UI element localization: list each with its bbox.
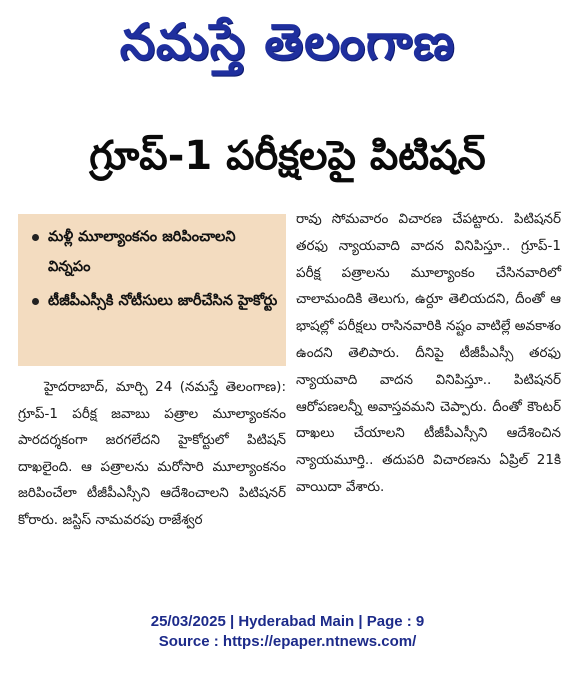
newspaper-clipping [12,6,563,671]
article-column-right [296,206,561,501]
source-link[interactable]: Source : https://epaper.ntnews.com/ [158,633,417,650]
highlights-box [18,214,286,366]
highlight-item [30,286,278,316]
highlight-text: టీజీపీఎస్సీకి నోటీసులు జారీచేసిన హైకోర్టు [48,293,278,309]
highlight-text: మళ్లీ మూల్యాంకనం జరిపించాలని విన్నపం [48,229,236,275]
article-body-left: హైదరాబాద్, మార్చి 24 (నమస్తే తెలంగాణ): గ్రూప్-1 పరీక్ష జవాబు పత్రాల మూల్యాంకనం పారదర్శకంగా జరగలేదని హైకోర్టులో పిటిషన్ దాఖలైంది. ఆ పత్రాలను మరోసారి మూల్యాంకనం జరిపించేలా టీజీపీఎస్సీని ఆదేశించాలని పిటిషనర్ కోరారు. జస్టిస్ నామవరపు రాజేశ్వర [18,379,286,528]
masthead-logo: నమస్తే తెలంగాణ [119,13,456,71]
highlight-item [30,222,278,282]
bullet-icon [32,298,39,305]
article-headline: గ్రూప్-1 పరీక్షలపై పిటిషన్ [89,133,486,179]
bullet-icon [32,234,39,241]
headline-area [12,114,563,198]
article-body-right: రావు సోమవారం విచారణ చేపట్టారు. పిటిషనర్ తరఫు న్యాయవాది వాదన వినిపిస్తూ.. గ్రూప్-1 పరీక్ష పత్రాలను మూల్యాంకం చేసినవారిలో చాలామందికి తెలుగు, ఉర్దూ తెలియదని, దీంతో ఆ భాషల్లో పరీక్షలు రాసినవారికి నష్టం వాటిల్లే అవకాశం ఉందని తెలిపారు. దీనిపై టీజీపీఎస్సీ తరఫు న్యాయవాది వాదన వినిపిస్తూ.. పిటిషనర్ ఆరోపణలన్నీ అవాస్తవమని చెప్పారు. దీంతో కౌంటర్ దాఖలు చేయాలని టీజీపీఎస్సీని ఆదేశించిన న్యాయమూర్తి.. తదుపరి విచారణను ఏప్రిల్ 21కి వాయిదా వేశారు. [296,211,561,495]
edition-info: 25/03/2025 | Hyderabad Main | Page : 9 [150,613,425,630]
article-column-left [18,374,286,533]
masthead [12,6,563,78]
source-footer [12,612,563,652]
highlights-list [18,214,286,316]
